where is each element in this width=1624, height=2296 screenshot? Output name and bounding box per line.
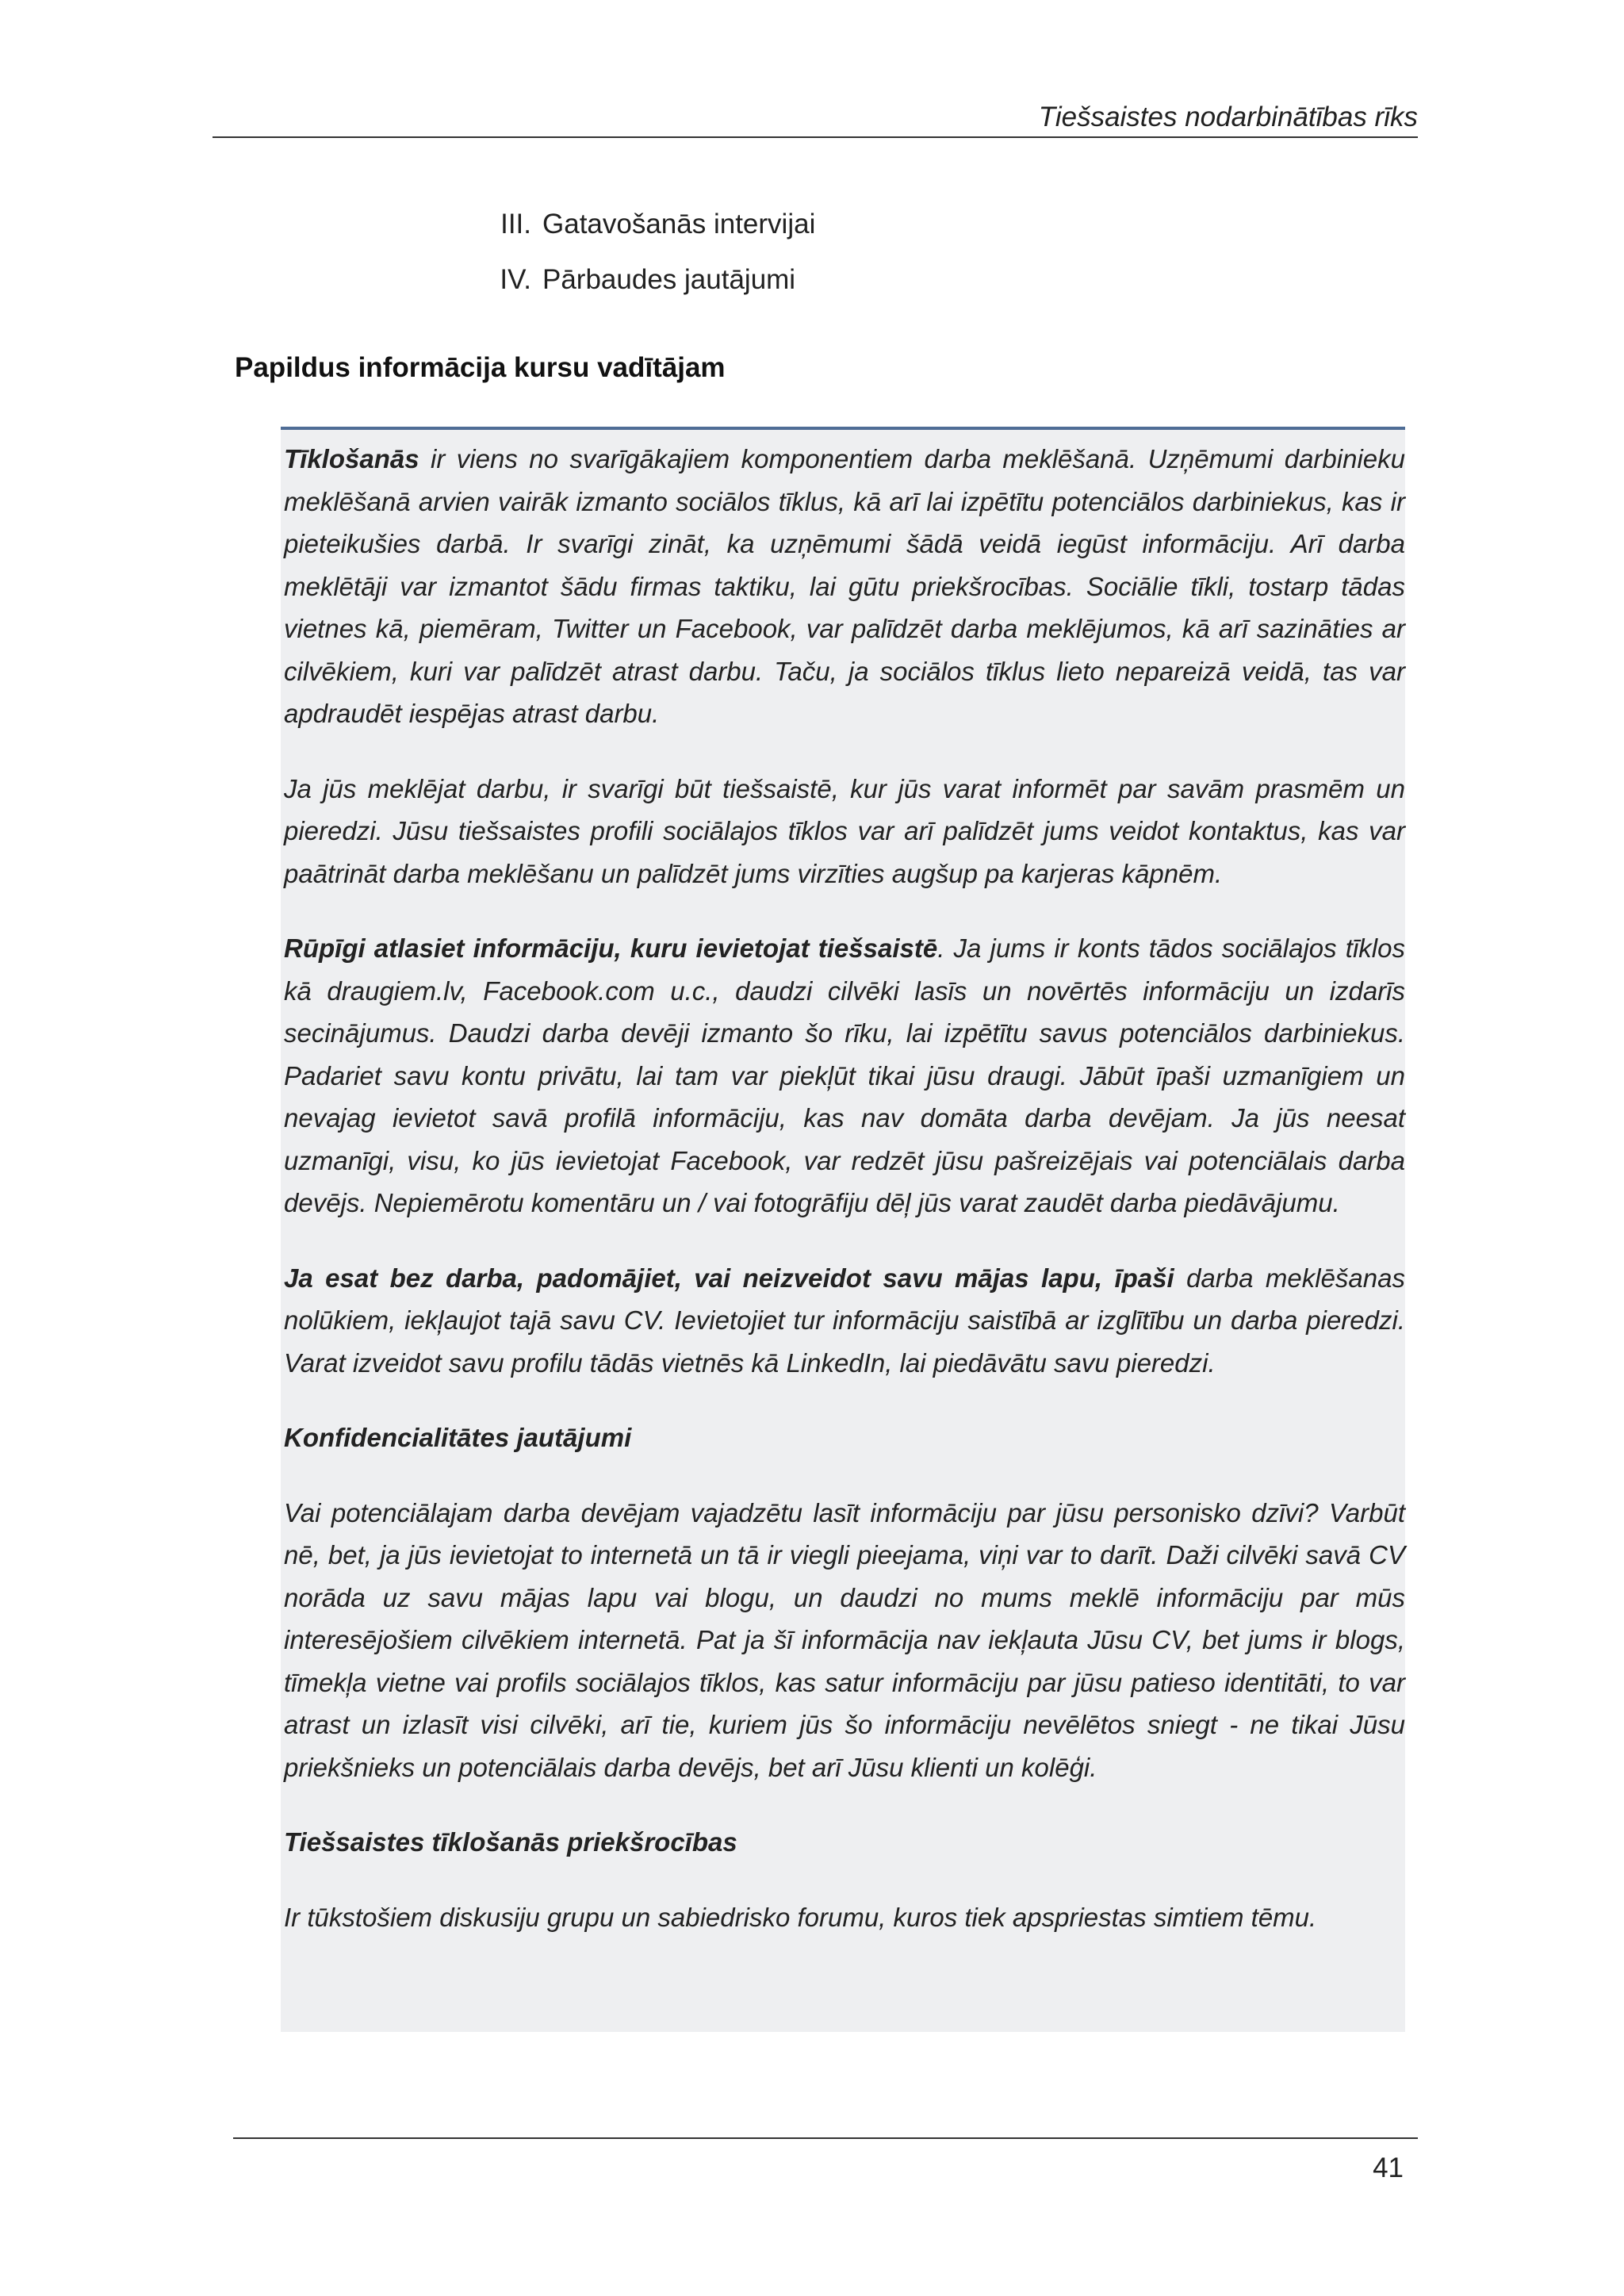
paragraph-body: . Ja jums ir konts tādos sociālajos tīklos kā draugiem.lv, Facebook.com u.c., daudzi cilvēki lasīs un novērtēs informāciju un izdarīs secinājumus. Daudzi darba devēji izmanto šo rīku, lai izpētītu savus potenciālos darbiniekus. Padariet savu kontu privātu, lai tam var piekļūt tikai jūsu draugi. Jābūt īpaši uzmanīgiem un nevajag ievietot savā profilā informāciju, kas nav domāta darba devējam. Ja jūs neesat uzmanīgi, visu, ko jūs ievietojat Facebook, var redzēt jūsu pašreizējais vai potenciālais darba devējs. Nepiemērotu komentāru un / vai fotogrāfiju dēļ jūs varat zaudēt darba piedāvājumu. <box>284 933 1405 1217</box>
paragraph-benefits: Ir tūkstošiem diskusiju grupu un sabiedrisko forumu, kuros tiek apspriestas simtiem tēmu. <box>284 1902 1317 1932</box>
info-box <box>281 427 1405 2032</box>
toc-item <box>485 252 815 308</box>
paragraph-careful-info <box>284 927 1405 1225</box>
toc-item-number: IV. <box>500 264 531 295</box>
paragraph-networking <box>284 438 1405 735</box>
section-heading: Papildus informācija kursu vadītājam <box>235 352 726 383</box>
header-divider <box>213 136 1418 138</box>
paragraph-privacy: Vai potenciālajam darba devējam vajadzētu lasīt informāciju par jūsu personisko dzīvi? Varbūt nē, bet, ja jūs ievietojat to internetā un tā ir viegli pieejama, viņi var to darīt. Daži cilvēki savā CV norāda uz savu mājas lapu vai blogu, un daudzi no mums meklē informāciju par mūs interesējošiem cilvēkiem internetā. Pat ja šī informācija nav iekļauta Jūsu CV, bet jums ir blogs, tīmekļa vietne vai profils sociālajos tīklos, kas satur informāciju par jūsu patieso identitāti, to var atrast un izlasīt visi cilvēki, arī tie, kuriem jūs šo informāciju nevēlētos sniegt - ne tikai Jūsu priekšnieks un potenciālais darba devējs, bet arī Jūsu klienti un kolēģi. <box>284 1497 1405 1782</box>
toc-item <box>485 197 815 252</box>
toc-item-label: Gatavošanās intervijai <box>542 209 816 240</box>
paragraph-homepage <box>284 1257 1405 1385</box>
paragraph-lead: Tīklošanās <box>284 444 419 473</box>
paragraph-online-presence: Ja jūs meklējat darbu, ir svarīgi būt tiešsaistē, kur jūs varat informēt par savām prasmēm un pieredzi. Jūsu tiešsaistes profili sociālajos tīklos var arī palīdzēt jums veidot kontaktus, kas var paātrināt darba meklēšanu un palīdzēt jums virzīties augšup pa karjeras kāpnēm. <box>284 773 1405 888</box>
toc-item-label: Pārbaudes jautājumi <box>542 264 796 295</box>
paragraph-lead: Ja esat bez darba, padomājiet, vai neizveidot savu mājas lapu, īpaši <box>284 1263 1174 1293</box>
header-title: Tiešsaistes nodarbinātības rīks <box>1038 102 1418 132</box>
paragraph-lead: Rūpīgi atlasiet informāciju, kuru ievietojat tiešsaistē <box>284 933 938 963</box>
subheading-benefits: Tiešsaistes tīklošanās priekšrocības <box>284 1827 737 1857</box>
subheading-privacy: Konfidencialitātes jautājumi <box>284 1423 632 1452</box>
page-number: 41 <box>1373 2152 1404 2183</box>
toc-list <box>485 197 815 308</box>
toc-item-number: III. <box>500 209 531 240</box>
paragraph-body: ir viens no svarīgākajiem komponentiem darba meklēšanā. Uzņēmumi darbinieku meklēšanā arvien vairāk izmanto sociālos tīklus, kā arī lai izpētītu potenciālos darbiniekus, kas ir pieteikušies darbā. Ir svarīgi zināt, ka uzņēmumi šādā veidā iegūst informāciju. Arī darba meklētāji var izmantot šādu firmas taktiku, lai gūtu priekšrocības. Sociālie tīkli, tostarp tādas vietnes kā, piemēram, Twitter un Facebook, var palīdzēt darba meklējumos, kā arī sazināties ar cilvēkiem, kuri var palīdzēt atrast darbu. Taču, ja sociālos tīklus lieto nepareizā veidā, tas var apdraudēt iespējas atrast darbu. <box>284 444 1405 728</box>
paragraph-body: darba meklēšanas nolūkiem, iekļaujot tajā savu CV. Ievietojiet tur informāciju saistībā ar izglītību un darba pieredzi. Varat izveidot savu profilu tādās vietnēs kā LinkedIn, lai piedāvātu savu pieredzi. <box>284 1263 1405 1378</box>
footer-divider <box>233 2137 1418 2139</box>
